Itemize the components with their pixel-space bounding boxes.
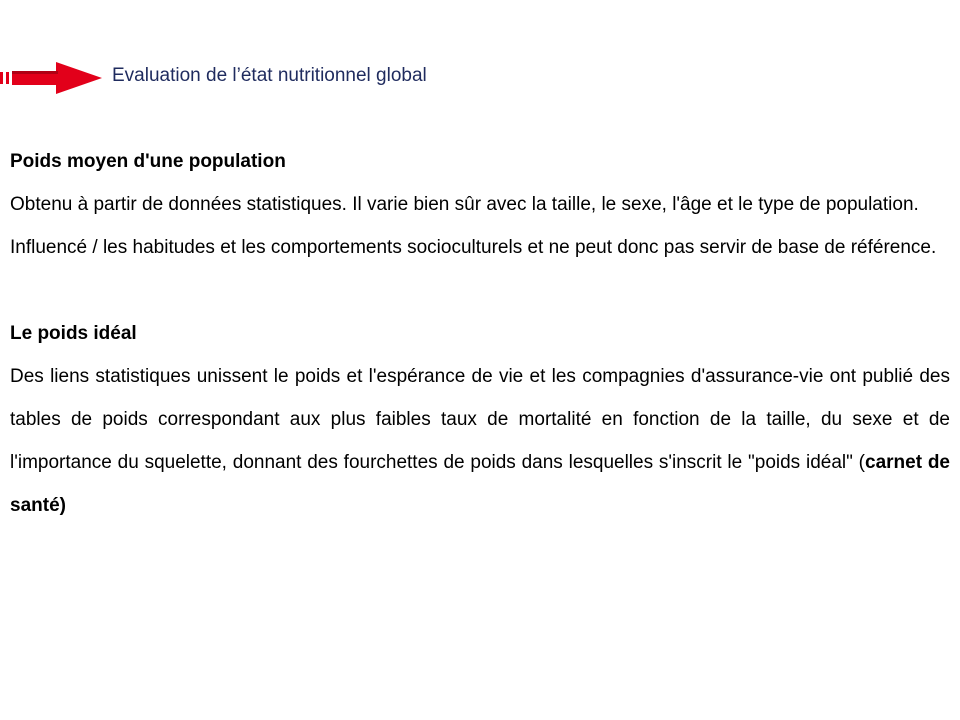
page-title: Evaluation de l’état nutritionnel global xyxy=(112,65,427,86)
section-heading-poids-moyen: Poids moyen d'une population xyxy=(10,151,286,172)
paragraph-poids-moyen-2: Influencé / les habitudes et les comportements socioculturels et ne peut donc pas servir de base de référence. xyxy=(10,237,937,258)
paragraph-poids-ideal-bold: carnet de santé) xyxy=(10,452,950,516)
slide-content xyxy=(10,140,950,527)
paragraph-poids-moyen-1: Obtenu à partir de données statistiques. Il varie bien sûr avec la taille, le sexe, l'âge et le type de population. xyxy=(10,194,919,215)
slide-header xyxy=(0,56,960,100)
section-spacer xyxy=(10,269,950,312)
paragraph-poids-ideal-text: Des liens statistiques unissent le poids et l'espérance de vie et les compagnies d'assurance-vie ont publié des tables de poids correspondant aux plus faibles taux de mortalité en fonction de la taille, du sexe et de l'importance du squelette, donnant des fourchettes de poids dans lesquelles s'inscrit le "poids idéal" ( xyxy=(10,366,950,473)
red-arrow-icon xyxy=(0,60,104,96)
paragraph-poids-ideal xyxy=(10,355,950,527)
section-heading-poids-ideal: Le poids idéal xyxy=(10,323,137,344)
